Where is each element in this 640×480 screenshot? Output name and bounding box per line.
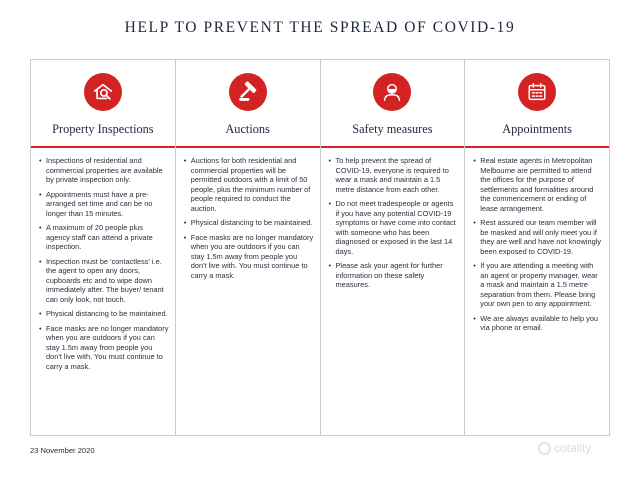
list-item: • Face masks are no longer mandatory when you are outdoors if you can stay 1.5m away from people you don't live with. You must continue to carry a mask. [191, 233, 314, 281]
gavel-icon [229, 73, 267, 111]
house-search-icon [84, 73, 122, 111]
column-property-inspections [31, 60, 176, 435]
list-item: • Do not meet tradespeople or agents if you have any potential COVID-19 symptoms or have come into contact with someone who has been diagnosed or exposed in the last 14 days. [336, 199, 459, 256]
column-header [31, 60, 175, 148]
column-header [465, 60, 609, 148]
column-title: Property Inspections [52, 122, 154, 136]
info-grid [30, 59, 610, 436]
column-title: Safety measures [352, 122, 433, 136]
footer-date: 23 November 2020 [30, 446, 95, 455]
calendar-icon [518, 73, 556, 111]
brand-logo [538, 441, 591, 455]
list-item: • Appointments must have a pre-arranged set time and can be no longer than 15 minutes. [46, 190, 169, 219]
bullet-list [31, 148, 175, 371]
page-title: HELP TO PREVENT THE SPREAD OF COVID-19 [124, 19, 516, 36]
column-header [321, 60, 465, 148]
logo-text: cotality [554, 441, 592, 455]
list-item: • Face masks are no longer mandatory when you are outdoors if you can stay 1.5m away from people you don't live with. You must continue to carry a mask. [46, 324, 169, 372]
list-item: • Physical distancing to be maintained. [191, 218, 314, 228]
list-item: • Real estate agents in Metropolitan Melbourne are permitted to attend the offices for the purpose of settlements and formalities around the commencement or ending of lease arrangement. [480, 156, 603, 213]
column-appointments [465, 60, 609, 435]
bullet-list [176, 148, 320, 280]
person-mask-icon [373, 73, 411, 111]
list-item: • To help prevent the spread of COVID-19, everyone is required to wear a mask and maintain a 1.5 metre distance from each other. [336, 156, 459, 194]
list-item: • We are always available to help you via phone or email. [480, 314, 603, 333]
bullet-list [321, 148, 465, 290]
column-title: Appointments [502, 122, 572, 136]
column-auctions [176, 60, 321, 435]
column-header [176, 60, 320, 148]
list-item: • Inspections of residential and commercial properties are available by private inspection only. [46, 156, 169, 185]
list-item: • Physical distancing to be maintained. [46, 309, 169, 319]
list-item: • Rest assured our team member will be masked and will only meet you if they are well and have not knowingly been exposed to COVID-19. [480, 218, 603, 256]
list-item: • Inspection must be 'contactless' i.e. the agent to open any doors, cupboards etc and to wipe down immediately after. The buyer/ tenant can only look, not touch. [46, 257, 169, 305]
list-item: • Auctions for both residential and commercial properties will be permitted outdoors with a limit of 50 people, plus the minimum number of people required to conduct the auction. [191, 156, 314, 213]
column-safety-measures [321, 60, 466, 435]
list-item: • Please ask your agent for further information on these safety measures. [336, 261, 459, 290]
list-item: • A maximum of 20 people plus agency staff can attend a private inspection. [46, 223, 169, 252]
column-title: Auctions [225, 122, 270, 136]
bullet-list [465, 148, 609, 333]
list-item: • If you are attending a meeting with an agent or property manager, wear a mask and maintain a 1.5 metre separation from them. Please bring your own pen to any appointment. [480, 261, 603, 309]
logo-mark-icon [538, 442, 551, 455]
